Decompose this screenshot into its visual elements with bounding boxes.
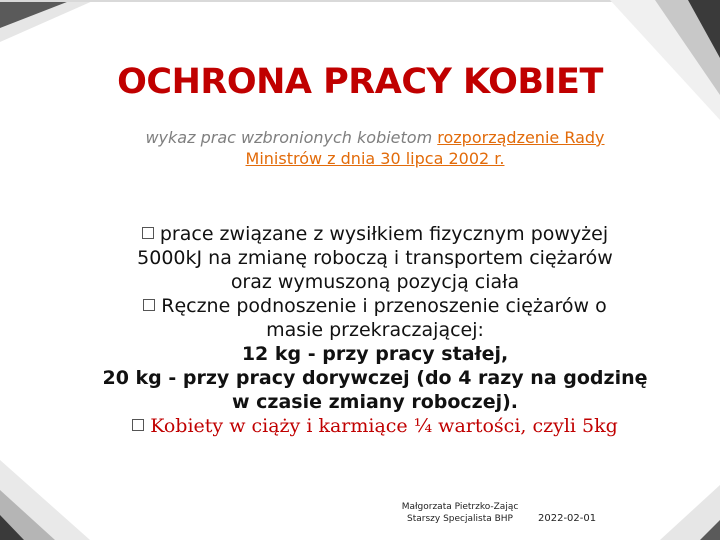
subtitle-italic: wykaz prac wzbronionych kobietom	[145, 128, 433, 147]
body-line-pregnant-women: Kobiety w ciąży i karmiące ¼ wartości, czyli 5kg	[60, 414, 690, 438]
checkbox-bullet-icon	[143, 299, 155, 311]
checkbox-bullet-icon	[132, 419, 144, 431]
footer-date: 2022-02-01	[538, 513, 597, 524]
body-line: w czasie zmiany roboczej).	[231, 391, 519, 413]
bottom-decoration	[0, 450, 720, 540]
body-line: Ręczne podnoszenie i przenoszenie ciężarów o	[60, 294, 690, 318]
body-line: 5000kJ na zmianę roboczą i transportem ciężarów	[137, 247, 613, 269]
body-line: prace związane z wysiłkiem fizycznym powyżej	[60, 222, 690, 246]
footer-author-role: Starszy Specjalista BHP	[407, 514, 513, 524]
subtitle-regulation-link-1[interactable]: rozporządzenie Rady	[437, 128, 605, 147]
body-line: 12 kg - przy pracy stałej,	[241, 343, 509, 365]
subtitle-regulation-link-2[interactable]: Ministrów z dnia 30 lipca 2002 r.	[245, 149, 505, 168]
footer-author-name: Małgorzata Pietrzko-Zając	[401, 502, 519, 512]
body-line: oraz wymuszoną pozycją ciała	[230, 271, 520, 293]
body-line: 20 kg - przy pracy dorywczej (do 4 razy na godzinę	[102, 367, 648, 389]
slide-title: OCHRONA PRACY KOBIET	[117, 62, 603, 102]
checkbox-bullet-icon	[142, 227, 154, 239]
footer-author	[380, 501, 540, 525]
body-line: masie przekraczającej:	[266, 319, 484, 341]
slide-subtitle	[70, 127, 680, 169]
slide-body	[60, 222, 690, 438]
